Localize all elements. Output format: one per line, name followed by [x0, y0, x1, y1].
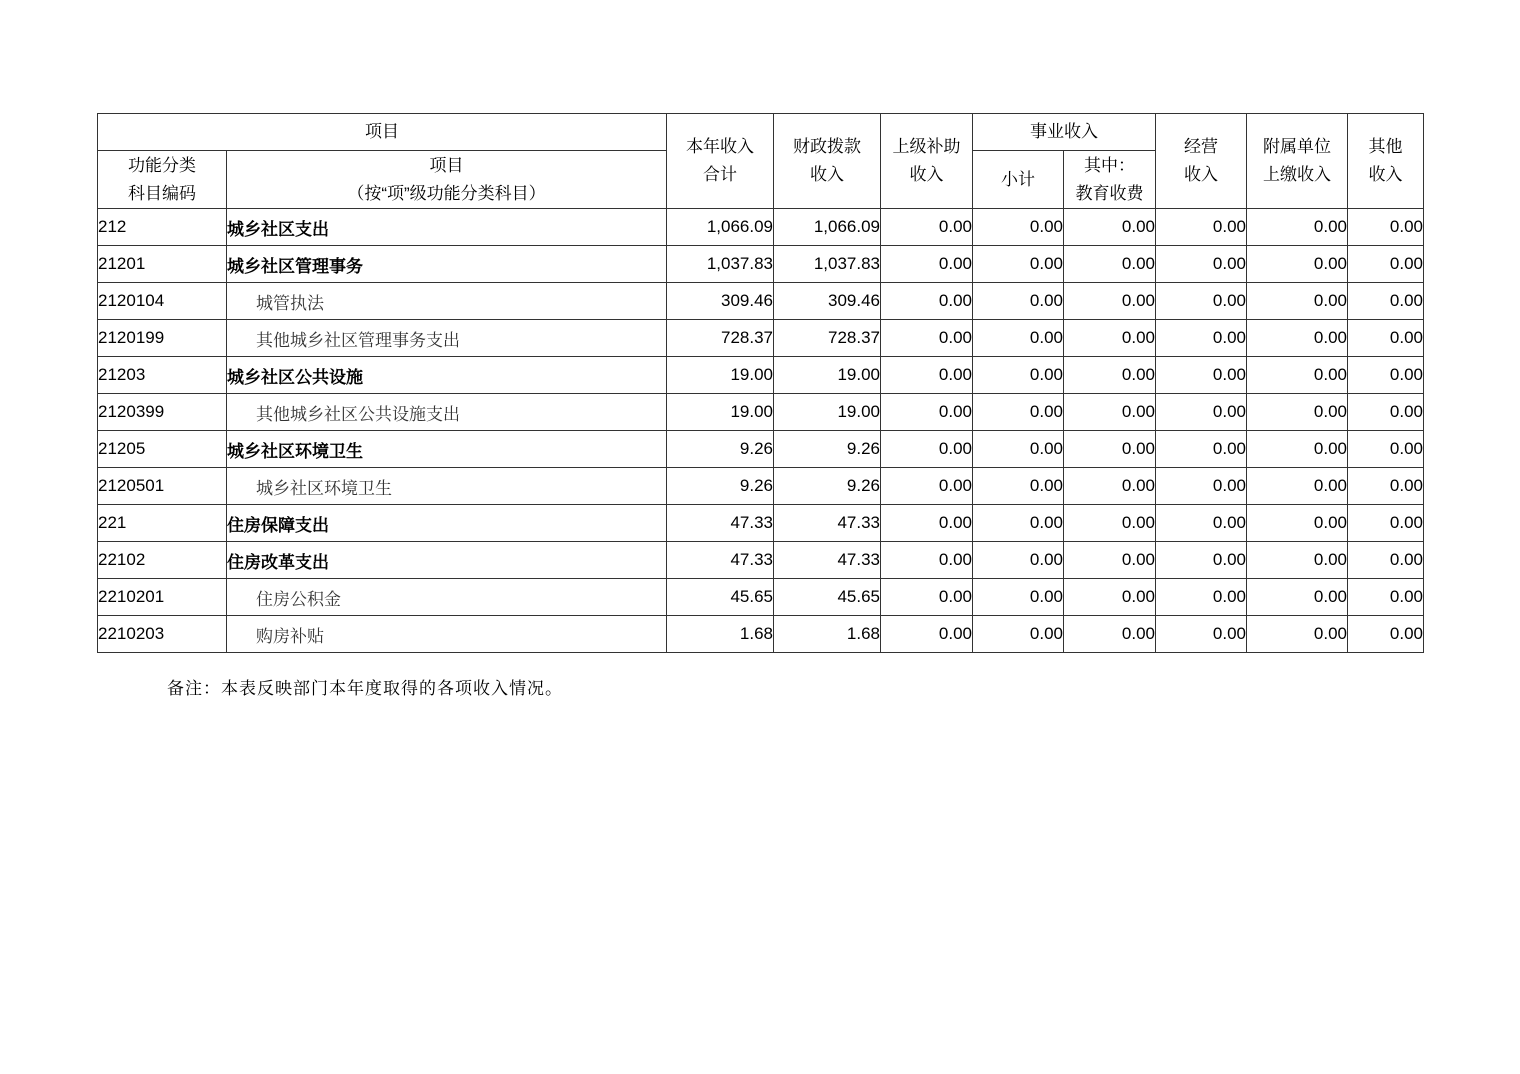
row-operating: 0.00 [1156, 357, 1247, 394]
row-fiscal: 309.46 [774, 283, 881, 320]
row-biz-subtotal: 0.00 [973, 320, 1064, 357]
row-affiliated: 0.00 [1247, 542, 1348, 579]
row-name: 城乡社区管理事务 [227, 246, 667, 283]
row-other: 0.00 [1348, 283, 1424, 320]
row-code: 2120399 [98, 394, 227, 431]
row-total: 728.37 [667, 320, 774, 357]
row-biz-edu: 0.00 [1064, 431, 1156, 468]
row-total: 1.68 [667, 616, 774, 653]
row-name: 城乡社区公共设施 [227, 357, 667, 394]
row-biz-subtotal: 0.00 [973, 579, 1064, 616]
row-biz-subtotal: 0.00 [973, 505, 1064, 542]
row-biz-edu: 0.00 [1064, 320, 1156, 357]
row-other: 0.00 [1348, 579, 1424, 616]
row-superior: 0.00 [881, 209, 973, 246]
row-code: 2210201 [98, 579, 227, 616]
row-affiliated: 0.00 [1247, 320, 1348, 357]
row-biz-edu: 0.00 [1064, 468, 1156, 505]
header-business-subtotal: 小计 [973, 151, 1064, 209]
table-row [98, 209, 1424, 246]
row-code: 221 [98, 505, 227, 542]
row-other: 0.00 [1348, 542, 1424, 579]
row-total: 47.33 [667, 505, 774, 542]
row-biz-edu: 0.00 [1064, 579, 1156, 616]
row-operating: 0.00 [1156, 209, 1247, 246]
row-biz-subtotal: 0.00 [973, 283, 1064, 320]
row-superior: 0.00 [881, 542, 973, 579]
row-fiscal: 9.26 [774, 468, 881, 505]
row-name: 住房保障支出 [227, 505, 667, 542]
row-total: 309.46 [667, 283, 774, 320]
row-other: 0.00 [1348, 394, 1424, 431]
row-biz-edu: 0.00 [1064, 209, 1156, 246]
row-name: 城乡社区支出 [227, 209, 667, 246]
row-fiscal: 47.33 [774, 505, 881, 542]
row-total: 9.26 [667, 468, 774, 505]
row-operating: 0.00 [1156, 505, 1247, 542]
row-operating: 0.00 [1156, 542, 1247, 579]
header-business-group: 事业收入 [973, 114, 1156, 151]
row-biz-subtotal: 0.00 [973, 394, 1064, 431]
row-operating: 0.00 [1156, 283, 1247, 320]
table-body [98, 209, 1424, 653]
table-row [98, 394, 1424, 431]
row-affiliated: 0.00 [1247, 246, 1348, 283]
row-affiliated: 0.00 [1247, 468, 1348, 505]
row-code: 22102 [98, 542, 227, 579]
row-biz-subtotal: 0.00 [973, 246, 1064, 283]
row-other: 0.00 [1348, 616, 1424, 653]
row-fiscal: 45.65 [774, 579, 881, 616]
header-name: 项目 （按“项”级功能分类科目） [227, 151, 667, 209]
row-superior: 0.00 [881, 616, 973, 653]
table-row [98, 468, 1424, 505]
table-row [98, 246, 1424, 283]
row-biz-edu: 0.00 [1064, 283, 1156, 320]
header-other: 其他 收入 [1348, 114, 1424, 209]
table-row [98, 542, 1424, 579]
row-biz-edu: 0.00 [1064, 542, 1156, 579]
row-other: 0.00 [1348, 320, 1424, 357]
row-name: 住房改革支出 [227, 542, 667, 579]
row-fiscal: 728.37 [774, 320, 881, 357]
row-superior: 0.00 [881, 357, 973, 394]
row-operating: 0.00 [1156, 246, 1247, 283]
row-total: 1,066.09 [667, 209, 774, 246]
row-total: 47.33 [667, 542, 774, 579]
row-total: 1,037.83 [667, 246, 774, 283]
row-code: 2120104 [98, 283, 227, 320]
header-code: 功能分类 科目编码 [98, 151, 227, 209]
row-fiscal: 1,037.83 [774, 246, 881, 283]
row-affiliated: 0.00 [1247, 283, 1348, 320]
row-code: 2120199 [98, 320, 227, 357]
income-table [97, 113, 1424, 653]
row-affiliated: 0.00 [1247, 431, 1348, 468]
row-other: 0.00 [1348, 357, 1424, 394]
row-other: 0.00 [1348, 505, 1424, 542]
table-row [98, 579, 1424, 616]
row-code: 2210203 [98, 616, 227, 653]
header-operating: 经营 收入 [1156, 114, 1247, 209]
row-superior: 0.00 [881, 579, 973, 616]
row-name: 其他城乡社区管理事务支出 [227, 320, 667, 357]
row-name: 城乡社区环境卫生 [227, 431, 667, 468]
row-biz-edu: 0.00 [1064, 505, 1156, 542]
header-business-edu: 其中： 教育收费 [1064, 151, 1156, 209]
header-fiscal: 财政拨款 收入 [774, 114, 881, 209]
row-total: 9.26 [667, 431, 774, 468]
row-fiscal: 19.00 [774, 357, 881, 394]
table-row [98, 283, 1424, 320]
table-row [98, 431, 1424, 468]
row-affiliated: 0.00 [1247, 394, 1348, 431]
row-biz-edu: 0.00 [1064, 616, 1156, 653]
row-biz-subtotal: 0.00 [973, 357, 1064, 394]
row-affiliated: 0.00 [1247, 209, 1348, 246]
row-superior: 0.00 [881, 394, 973, 431]
row-affiliated: 0.00 [1247, 616, 1348, 653]
row-other: 0.00 [1348, 209, 1424, 246]
row-biz-subtotal: 0.00 [973, 468, 1064, 505]
row-name: 购房补贴 [227, 616, 667, 653]
header-affiliated: 附属单位 上缴收入 [1247, 114, 1348, 209]
row-code: 21205 [98, 431, 227, 468]
row-code: 212 [98, 209, 227, 246]
row-biz-edu: 0.00 [1064, 246, 1156, 283]
row-biz-edu: 0.00 [1064, 394, 1156, 431]
row-biz-subtotal: 0.00 [973, 431, 1064, 468]
header-total: 本年收入 合计 [667, 114, 774, 209]
row-operating: 0.00 [1156, 394, 1247, 431]
row-fiscal: 19.00 [774, 394, 881, 431]
row-total: 19.00 [667, 357, 774, 394]
row-fiscal: 47.33 [774, 542, 881, 579]
row-operating: 0.00 [1156, 579, 1247, 616]
header-superior: 上级补助 收入 [881, 114, 973, 209]
table-note: 备注：本表反映部门本年度取得的各项收入情况。 [167, 679, 563, 699]
header-row-1 [98, 114, 1424, 151]
row-superior: 0.00 [881, 468, 973, 505]
row-biz-subtotal: 0.00 [973, 209, 1064, 246]
table-row [98, 320, 1424, 357]
row-fiscal: 9.26 [774, 431, 881, 468]
row-total: 19.00 [667, 394, 774, 431]
row-affiliated: 0.00 [1247, 579, 1348, 616]
row-name: 住房公积金 [227, 579, 667, 616]
header-item-group: 项目 [98, 114, 667, 151]
row-code: 21203 [98, 357, 227, 394]
row-operating: 0.00 [1156, 431, 1247, 468]
row-superior: 0.00 [881, 431, 973, 468]
row-biz-edu: 0.00 [1064, 357, 1156, 394]
row-operating: 0.00 [1156, 616, 1247, 653]
row-code: 21201 [98, 246, 227, 283]
row-fiscal: 1.68 [774, 616, 881, 653]
row-total: 45.65 [667, 579, 774, 616]
table-row [98, 505, 1424, 542]
income-table-container [97, 113, 1424, 653]
row-biz-subtotal: 0.00 [973, 616, 1064, 653]
row-superior: 0.00 [881, 505, 973, 542]
row-name: 其他城乡社区公共设施支出 [227, 394, 667, 431]
row-affiliated: 0.00 [1247, 357, 1348, 394]
row-code: 2120501 [98, 468, 227, 505]
row-affiliated: 0.00 [1247, 505, 1348, 542]
row-other: 0.00 [1348, 246, 1424, 283]
row-operating: 0.00 [1156, 320, 1247, 357]
row-biz-subtotal: 0.00 [973, 542, 1064, 579]
row-superior: 0.00 [881, 283, 973, 320]
row-fiscal: 1,066.09 [774, 209, 881, 246]
row-other: 0.00 [1348, 468, 1424, 505]
table-row [98, 357, 1424, 394]
row-other: 0.00 [1348, 431, 1424, 468]
row-name: 城乡社区环境卫生 [227, 468, 667, 505]
row-superior: 0.00 [881, 246, 973, 283]
row-superior: 0.00 [881, 320, 973, 357]
table-row [98, 616, 1424, 653]
row-name: 城管执法 [227, 283, 667, 320]
row-operating: 0.00 [1156, 468, 1247, 505]
